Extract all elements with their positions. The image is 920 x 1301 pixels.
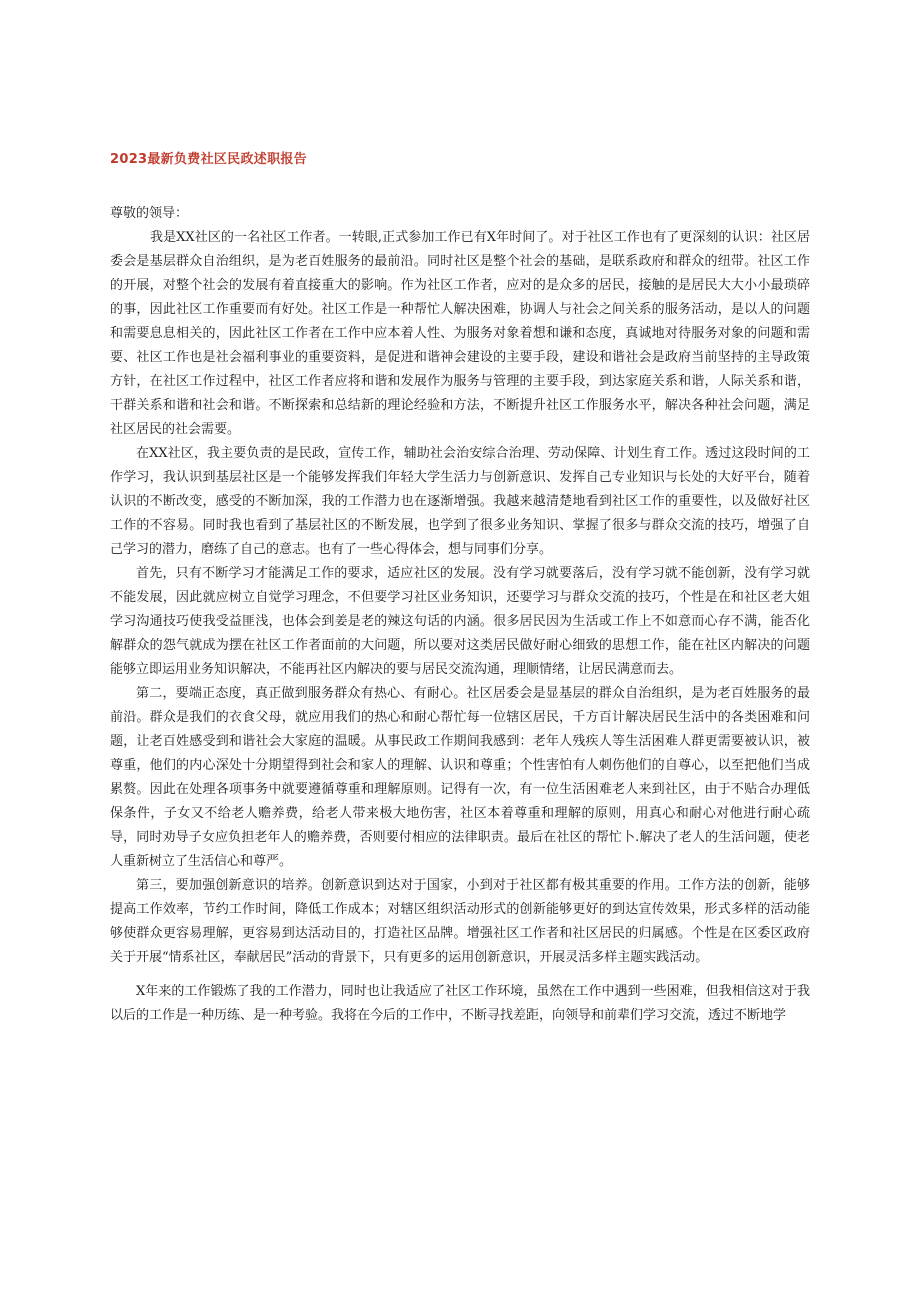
paragraph-intro: 我是XX社区的一名社区工作者。一转眼,正式参加工作已有X年时间了。对于社区工作也有了更深刻的认识：社区居委会是基层群众自治组织，是为老百姓服务的最前沿。同时社区是整个社会的基础，是联系政府和群众的纽带。社区工作的开展，对整个社会的发展有着直接重大的影响。作为社区工作者，应对的是众多的居民，接触的是居民大大小小最琐碎的事，因此社区工作重要而有好处。社区工作是一种帮忙人解决困难，协调人与社会之间关系的服务活动，是以人的问题和需要息息相关的，因此社区工作者在工作中应本着人性、为服务对象着想和谦和态度，真诚地对待服务对象的问题和需要、社区工作也是社会福利事业的重要资料，是促进和谐神会建设的主要手段，建设和谐社会是政府当前坚持的主导政策方针，在社区工作过程中，社区工作者应将和谐和发展作为服务与管理的主要手段，到达家庭关系和谐，人际关系和谐，干群关系和谐和社会和谐。不断探索和总结新的理论经验和方法，不断提升社区工作服务水平，解决各种社会问题，满足社区居民的社会需要。 [110, 230, 810, 437]
paragraph-responsibilities: 在XX社区，我主要负责的是民政，宣传工作，辅助社会治安综合治理、劳动保障、计划生育工作。透过这段时间的工作学习，我认识到基层社区是一个能够发挥我们年轻大学生活力与创新意识、发挥自己专业知识与长处的大好平台，随着认识的不断改变，感受的不断加深，我的工作潜力也在逐渐增强。我越来越清楚地看到社区工作的重要性，以及做好社区工作的不容易。同时我也看到了基层社区的不断发展，也学到了很多业务知识、掌握了很多与群众交流的技巧，增强了自己学习的潜力，磨练了自己的意志。也有了一些心得体会，想与同事们分享。 [110, 446, 810, 557]
paragraph-summary: X年来的工作锻炼了我的工作潜力，同时也让我适应了社区工作环境，虽然在工作中遇到一些困难，但我相信这对于我以后的工作是一种历练、是一种考验。我将在今后的工作中，不断寻找差距，向领导和前辈们学习交流，透过不断地学 [110, 984, 810, 1023]
paragraph-second-point: 第二，要端正态度，真正做到服务群众有热心、有耐心。社区居委会是显基层的群众自治组织，是为老百姓服务的最前沿。群众是我们的衣食父母，就应用我们的热心和耐心帮忙每一位辖区居民，千方百计解决居民生活中的各类困难和问题，让老百姓感受到和谐社会大家庭的温暖。从事民政工作期间我感到：老年人残疾人等生活困难人群更需要被认识，被尊重，他们的内心深处十分期望得到社会和家人的理解、认识和尊重；个性害怕有人刺伤他们的自尊心，以至把他们当成累赘。因此在处理各项事务中就要遵循尊重和理解原则。记得有一次，有一位生活困难老人来到社区，由于不贴合办理低保条件，子女又不给老人赡养费，给老人带来极大地伤害，社区本着尊重和理解的原则，用真心和耐心对他进行耐心疏导，同时劝导子女应负担老年人的赡养费，否则要付相应的法律职责。最后在社区的帮忙卜.解决了老人的生活问题，使老人重新树立了生活信心和尊严。 [110, 686, 810, 869]
document-body [110, 226, 810, 1028]
salutation: 尊敬的领导： [110, 206, 189, 221]
document-title: 2023最新负费社区民政述职报告 [110, 152, 307, 167]
paragraph-third-point: 第三，要加强创新意识的培养。创新意识到达对于国家，小到对于社区都有极其重要的作用。工作方法的创新，能够提高工作效率，节约工作时间，降低工作成本；对辖区组织活动形式的创新能够更好的到达宣传效果，形式多样的活动能够使群众更容易理解，更容易到达活动目的，打造社区品牌。增强社区工作者和社区居民的归属感。个性是在区委区政府关于开展“情系社区，奉献居民”活动的背景下，只有更多的运用创新意识，开展灵活多样主题实践活动。 [110, 878, 810, 965]
paragraph-first-point: 首先，只有不断学习才能满足工作的要求，适应社区的发展。没有学习就要落后，没有学习就不能创新，没有学习就不能发展，因此就应树立自觉学习理念，不但要学习社区业务知识，还要学习与群众交流的技巧，个性是在和社区老大姐学习沟通技巧使我受益匪浅，也体会到姜是老的辣这句话的内涵。很多居民因为生活或工作上不如意而心存不满，能否化解群众的怨气就成为摆在社区工作者面前的大问题，所以要对这类居民做好耐心细致的思想工作，能在社区内解决的问题能够立即运用业务知识解决，不能再社区内解决的要与居民交流沟通，理顺情绪，让居民满意而去。 [110, 566, 810, 677]
